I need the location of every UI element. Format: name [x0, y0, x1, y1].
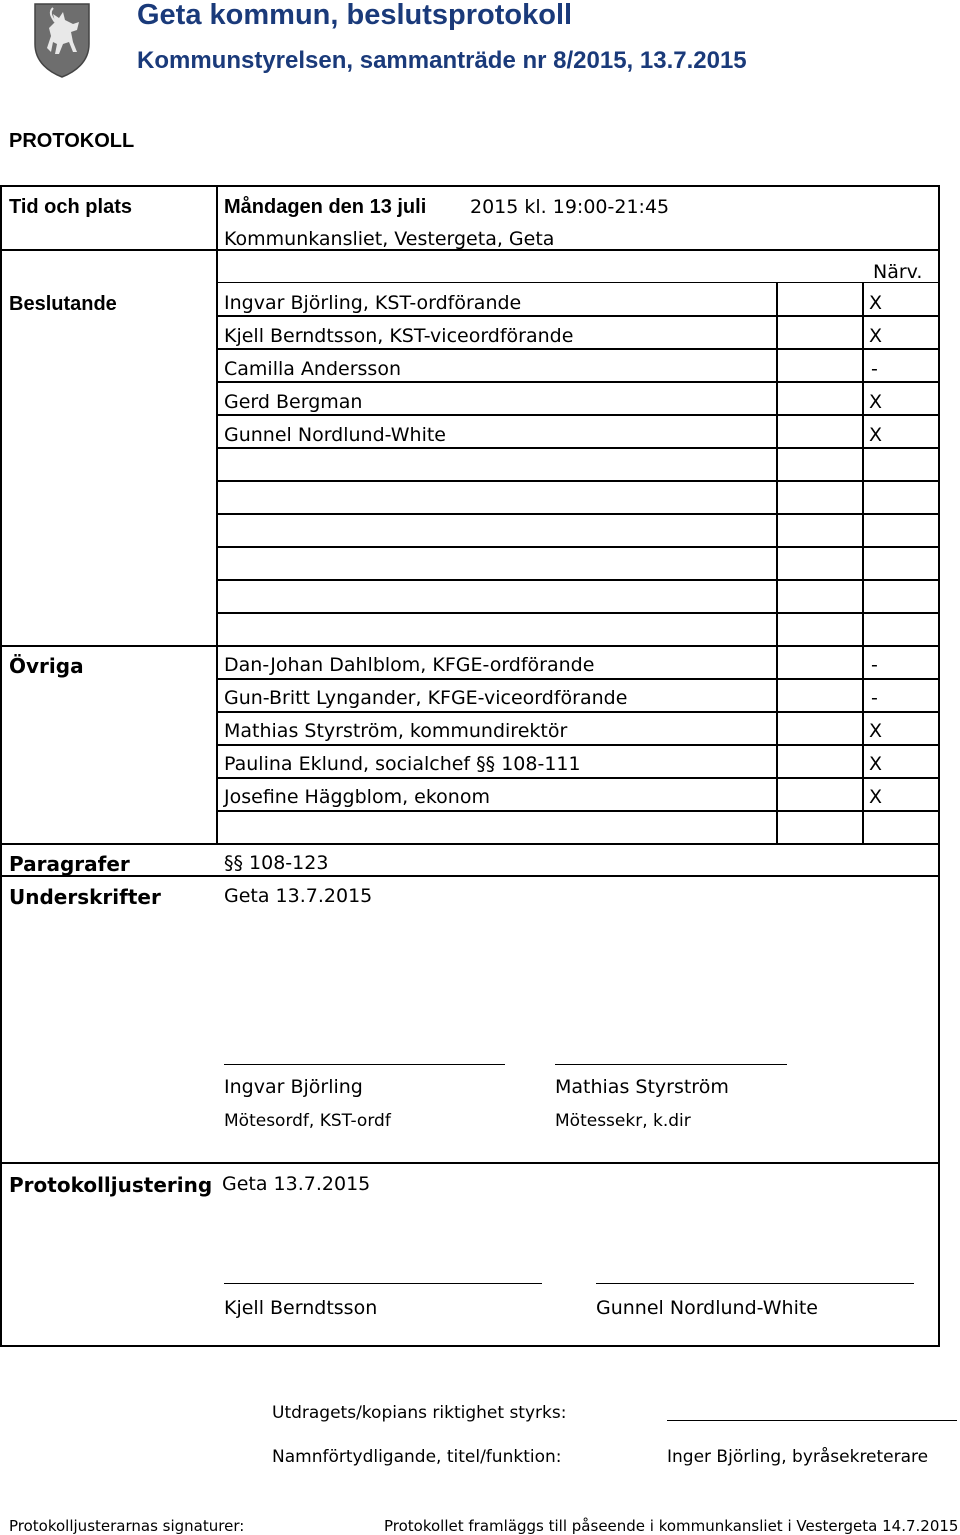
list-item: Dan-Johan Dahlblom, KFGE-ordförande	[224, 654, 595, 676]
divider	[216, 810, 940, 812]
presence-mark: -	[871, 654, 878, 676]
decision-makers-label: Beslutande	[9, 293, 117, 315]
paragraphs-value: §§ 108-123	[224, 852, 329, 874]
divider	[862, 282, 864, 843]
divider	[216, 513, 940, 515]
divider	[216, 185, 218, 250]
table-border-bottom	[0, 1345, 940, 1347]
meeting-time: 2015 kl. 19:00-21:45	[470, 196, 670, 218]
list-item: Gun-Britt Lyngander, KFGE-viceordförande	[224, 687, 628, 709]
signature-line	[596, 1283, 914, 1284]
presence-mark: X	[869, 292, 883, 314]
list-item: Gerd Bergman	[224, 391, 363, 413]
signature-line	[667, 1420, 957, 1421]
adjustment-place-date: Geta 13.7.2015	[222, 1173, 371, 1195]
meeting-subtitle: Kommunstyrelsen, sammanträde nr 8/2015, 13.7.2015	[137, 47, 747, 74]
adjuster-right-name: Gunnel Nordlund-White	[596, 1297, 818, 1319]
signer-right-role: Mötessekr, k.dir	[555, 1111, 691, 1131]
divider	[216, 315, 940, 317]
signature-line	[224, 1064, 505, 1065]
signatures-label: Underskrifter	[9, 885, 161, 909]
divider	[216, 480, 940, 482]
divider	[216, 282, 940, 283]
list-item: Mathias Styrström, kommundirektör	[224, 720, 568, 742]
footer-signatures-label: Protokolljusterarnas signaturer:	[9, 1517, 245, 1535]
list-item: Camilla Andersson	[224, 358, 402, 380]
presence-mark: X	[869, 786, 883, 808]
table-border-top	[0, 185, 940, 187]
divider	[216, 777, 940, 779]
signer-left-role: Mötesordf, KST-ordf	[224, 1111, 391, 1131]
certify-label: Utdragets/kopians riktighet styrks:	[272, 1403, 567, 1423]
paragraphs-label: Paragrafer	[9, 852, 130, 876]
divider	[216, 711, 940, 713]
others-label: Övriga	[9, 654, 84, 678]
presence-mark: -	[871, 687, 878, 709]
divider	[0, 875, 940, 877]
divider	[216, 612, 940, 614]
divider	[216, 678, 940, 680]
divider	[216, 579, 940, 581]
divider	[776, 282, 778, 843]
name-clarification-value: Inger Björling, byråsekreterare	[667, 1447, 929, 1467]
list-item: Gunnel Nordlund-White	[224, 424, 446, 446]
table-border-left	[0, 185, 2, 1347]
presence-mark: X	[869, 391, 883, 413]
presence-mark: -	[871, 358, 878, 380]
divider	[216, 414, 940, 416]
list-item: Josefine Häggblom, ekonom	[224, 786, 490, 808]
coat-of-arms-logo	[33, 2, 91, 78]
signer-left-name: Ingvar Björling	[224, 1076, 363, 1098]
presence-mark: X	[869, 720, 883, 742]
signer-right-name: Mathias Styrström	[555, 1076, 729, 1098]
divider	[0, 1162, 940, 1164]
meeting-date: Måndagen den 13 juli	[224, 196, 427, 218]
table-border-right	[938, 185, 940, 1347]
list-item: Ingvar Björling, KST-ordförande	[224, 292, 522, 314]
adjuster-left-name: Kjell Berndtsson	[224, 1297, 378, 1319]
doc-type-heading: PROTOKOLL	[9, 130, 135, 152]
presence-mark: X	[869, 424, 883, 446]
list-item: Kjell Berndtsson, KST-viceordförande	[224, 325, 574, 347]
name-clarification-label: Namnförtydligande, titel/funktion:	[272, 1447, 562, 1467]
divider	[216, 348, 940, 350]
list-item: Paulina Eklund, socialchef §§ 108-111	[224, 753, 581, 775]
presence-mark: X	[869, 325, 883, 347]
signatures-place-date: Geta 13.7.2015	[224, 885, 373, 907]
footer-display-notice: Protokollet framläggs till påseende i kommunkansliet i Vestergeta 14.7.2015	[384, 1517, 959, 1535]
time-place-label: Tid och plats	[9, 196, 132, 218]
presence-column-header: Närv.	[873, 261, 923, 283]
presence-mark: X	[869, 753, 883, 775]
adjustment-label: Protokolljustering	[9, 1173, 213, 1197]
signature-line	[224, 1283, 542, 1284]
goat-coat-of-arms-icon	[33, 2, 91, 78]
divider	[0, 843, 940, 845]
document-title: Geta kommun, beslutsprotokoll	[137, 0, 573, 31]
divider	[216, 744, 940, 746]
meeting-place: Kommunkansliet, Vestergeta, Geta	[224, 228, 555, 250]
divider	[216, 381, 940, 383]
divider	[216, 546, 940, 548]
signature-line	[555, 1064, 787, 1065]
divider	[216, 447, 940, 449]
divider	[0, 645, 940, 647]
